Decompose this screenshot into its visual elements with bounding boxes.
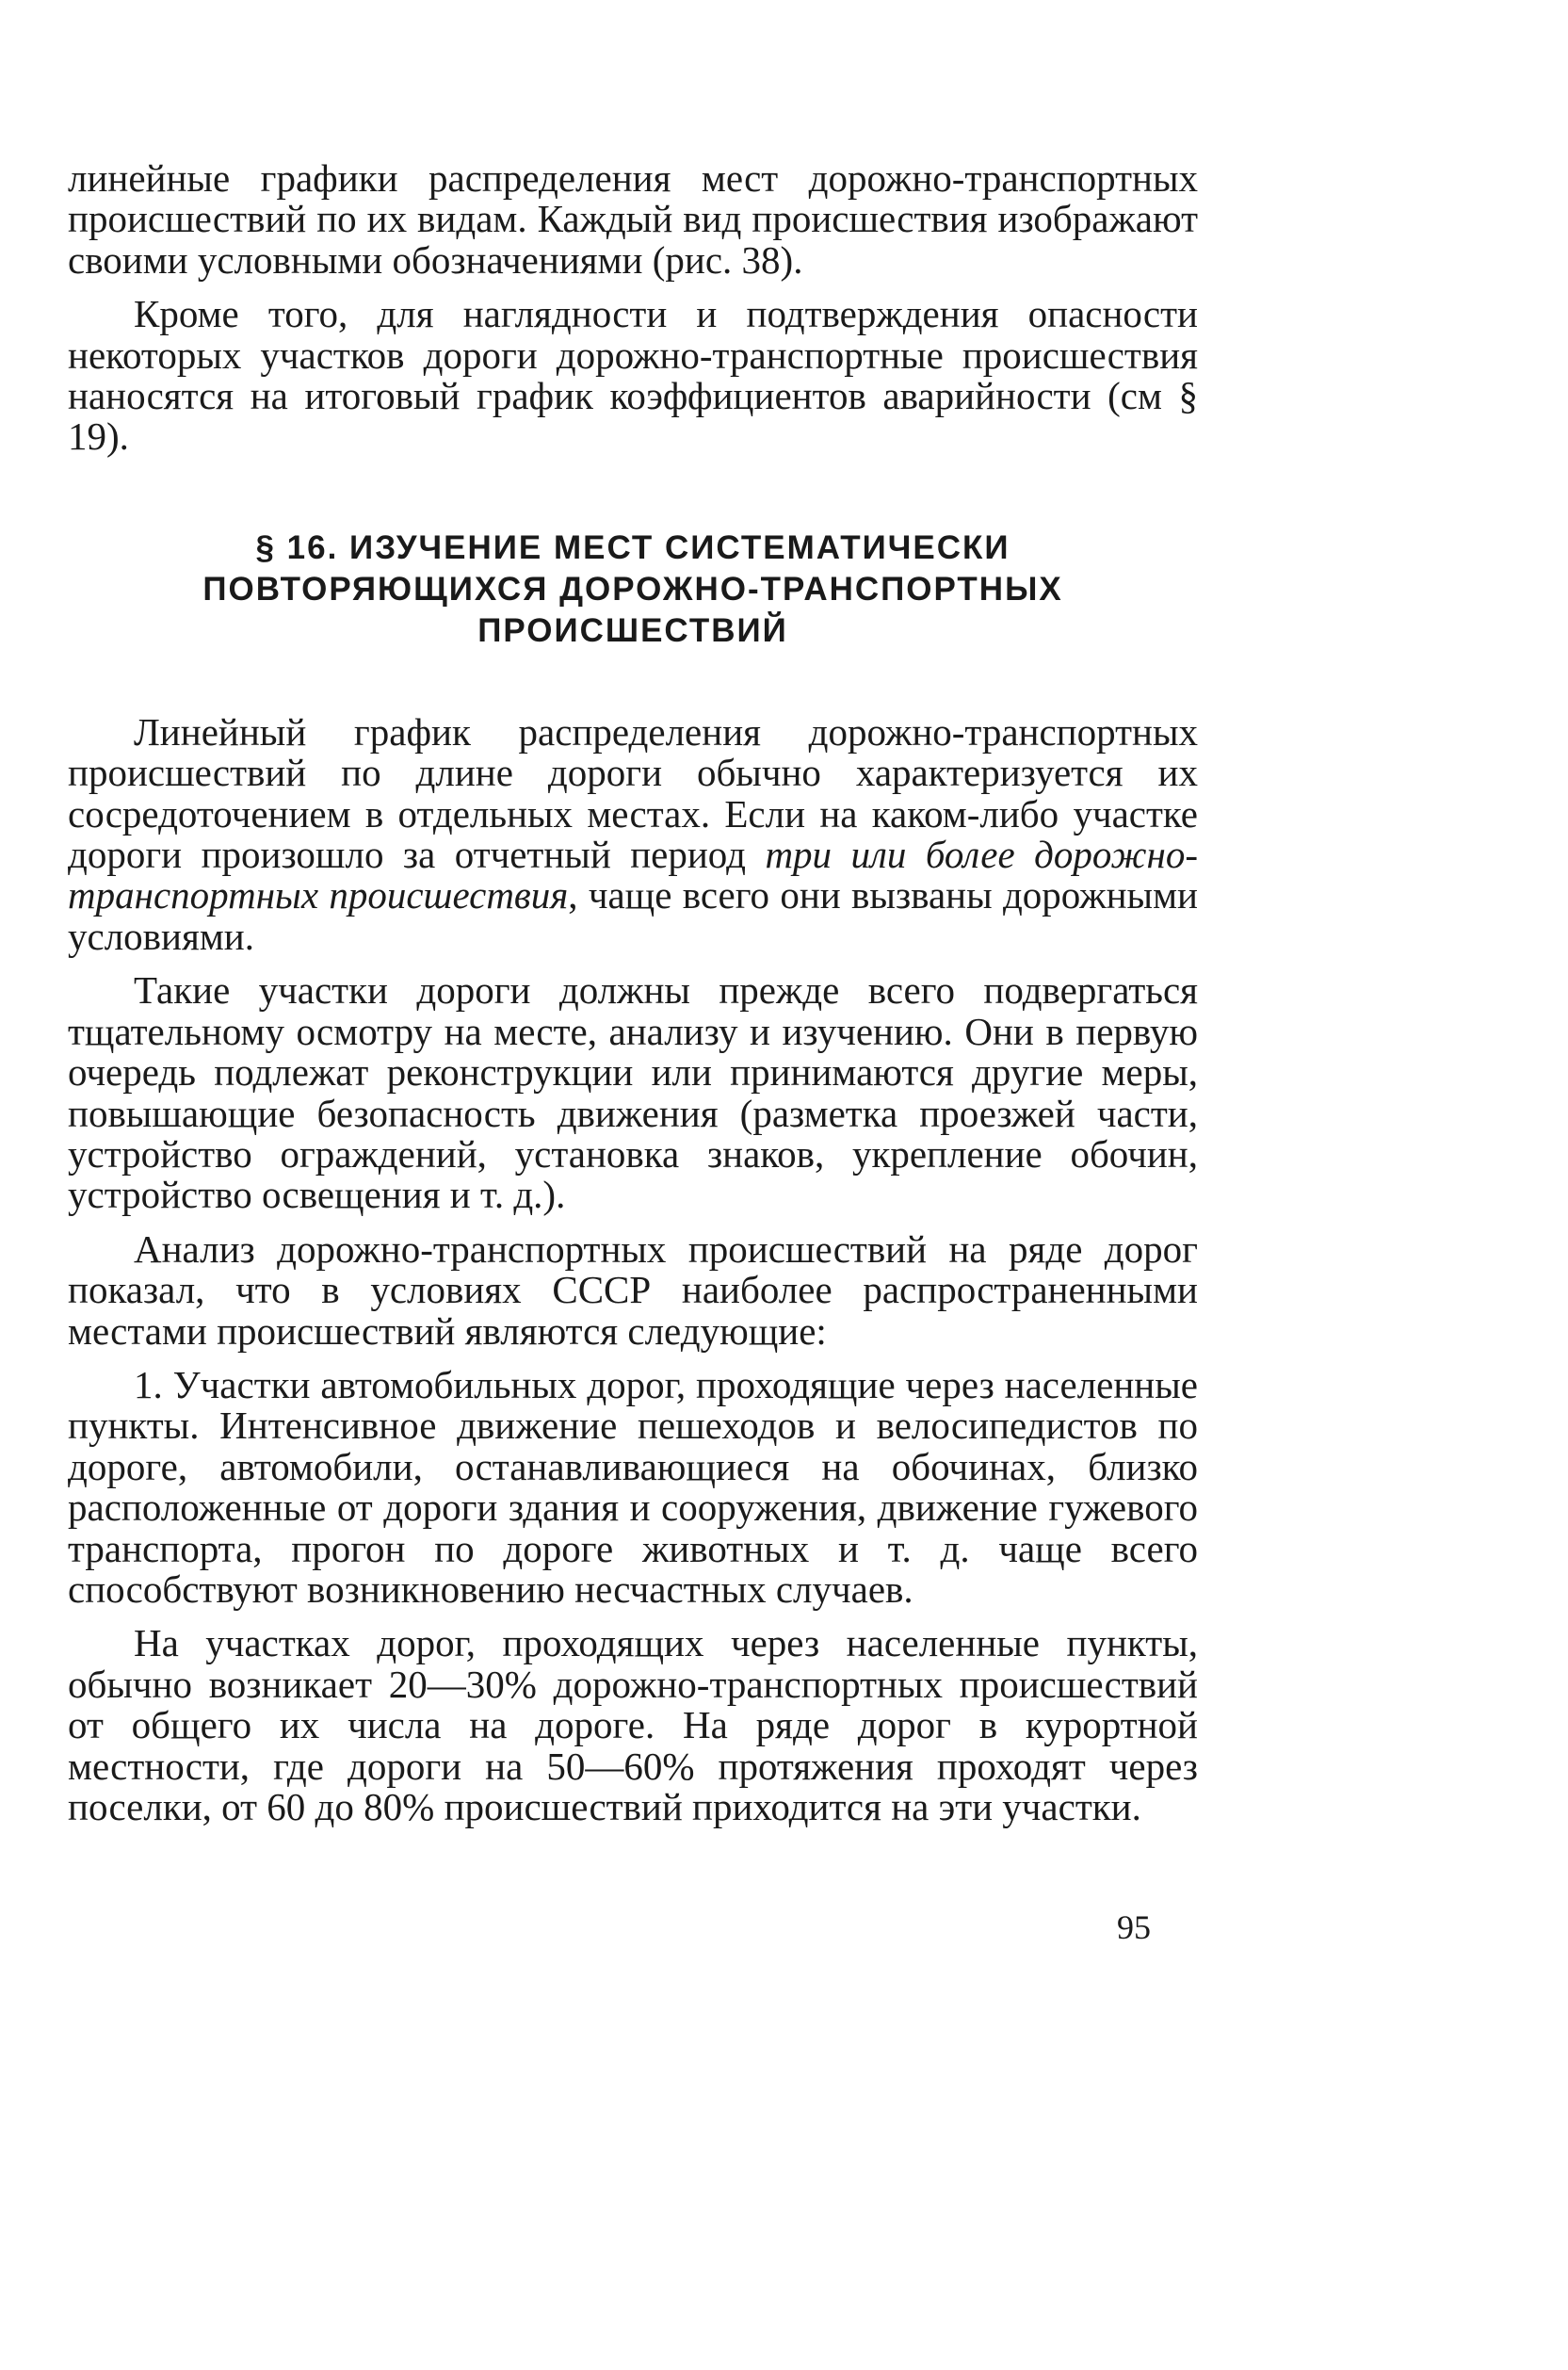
section-heading-line-2: ПОВТОРЯЮЩИХСЯ ДОРОЖНО-ТРАНСПОРТНЫХ — [202, 570, 1063, 608]
section-paragraph-5: На участках дорог, проходящих через населенные пункты, обычно возникает 20—30% дорожно-транспортных происшествий от общего их числа на дороге. На ряде дорог в курортной местности, где дороги на 50—60% протяжения проходят через поселки, от 60 до 80% происшествий приходится на эти участки. — [68, 1621, 1198, 1828]
section-heading-line-3: ПРОИСШЕСТВИЙ — [477, 611, 788, 649]
section-paragraph-1-start: Линейный график распределения дорожно-транспортных происшествий по длине дороги обычно характеризуется их сосредоточением в отдельных местах. Если на каком-либо участке дороги произошло за отчетный период — [68, 709, 1198, 877]
section-paragraph-1-emphasis: три или более дорожно-транспортных происшествия — [68, 833, 1198, 917]
section-heading — [68, 528, 1198, 652]
intro-paragraph-1: линейные графики распределения мест дорожно-транспортных происшествий по их видам. Каждый вид происшествия изображают своими условными обозначениями (рис. 38). — [68, 156, 1198, 282]
page-number: 95 — [1117, 1908, 1151, 1946]
page-body — [68, 158, 1198, 1827]
section-paragraph-1-end: , чаще всего они вызваны дорожными условиями. — [68, 873, 1198, 958]
intro-paragraph-2: Кроме того, для наглядности и подтверждения опасности некоторых участков дороги дорожно-транспортные происшествия наносятся на итоговый график коэффициентов аварийности (см § 19). — [68, 292, 1198, 459]
section-paragraph-3: Анализ дорожно-транспортных происшествий на ряде дорог показал, что в условиях СССР наиболее распространенными местами происшествий являются следующие: — [68, 1226, 1198, 1353]
section-paragraph-4: 1. Участки автомобильных дорог, проходящие через населенные пункты. Интенсивное движение пешеходов и велосипедистов по дороге, автомобили, останавливающиеся на обочинах, близко расположенные от дороги здания и сооружения, движение гужевого транспорта, прогон по дороге животных и т. д. чаще всего способствуют возникновению несчастных случаев. — [68, 1362, 1198, 1611]
section-heading-line-1: § 16. ИЗУЧЕНИЕ МЕСТ СИСТЕМАТИЧЕСКИ — [255, 528, 1010, 566]
section-paragraph-1 — [68, 709, 1198, 958]
section-paragraph-2: Такие участки дороги должны прежде всего подвергаться тщательному осмотру на месте, анализу и изучению. Они в первую очередь подлежат реконструкции или принимаются другие меры, повышающие безопасность движения (разметка проезжей части, устройство ограждений, установка знаков, укрепление обочин, устройство освещения и т. д.). — [68, 968, 1198, 1217]
